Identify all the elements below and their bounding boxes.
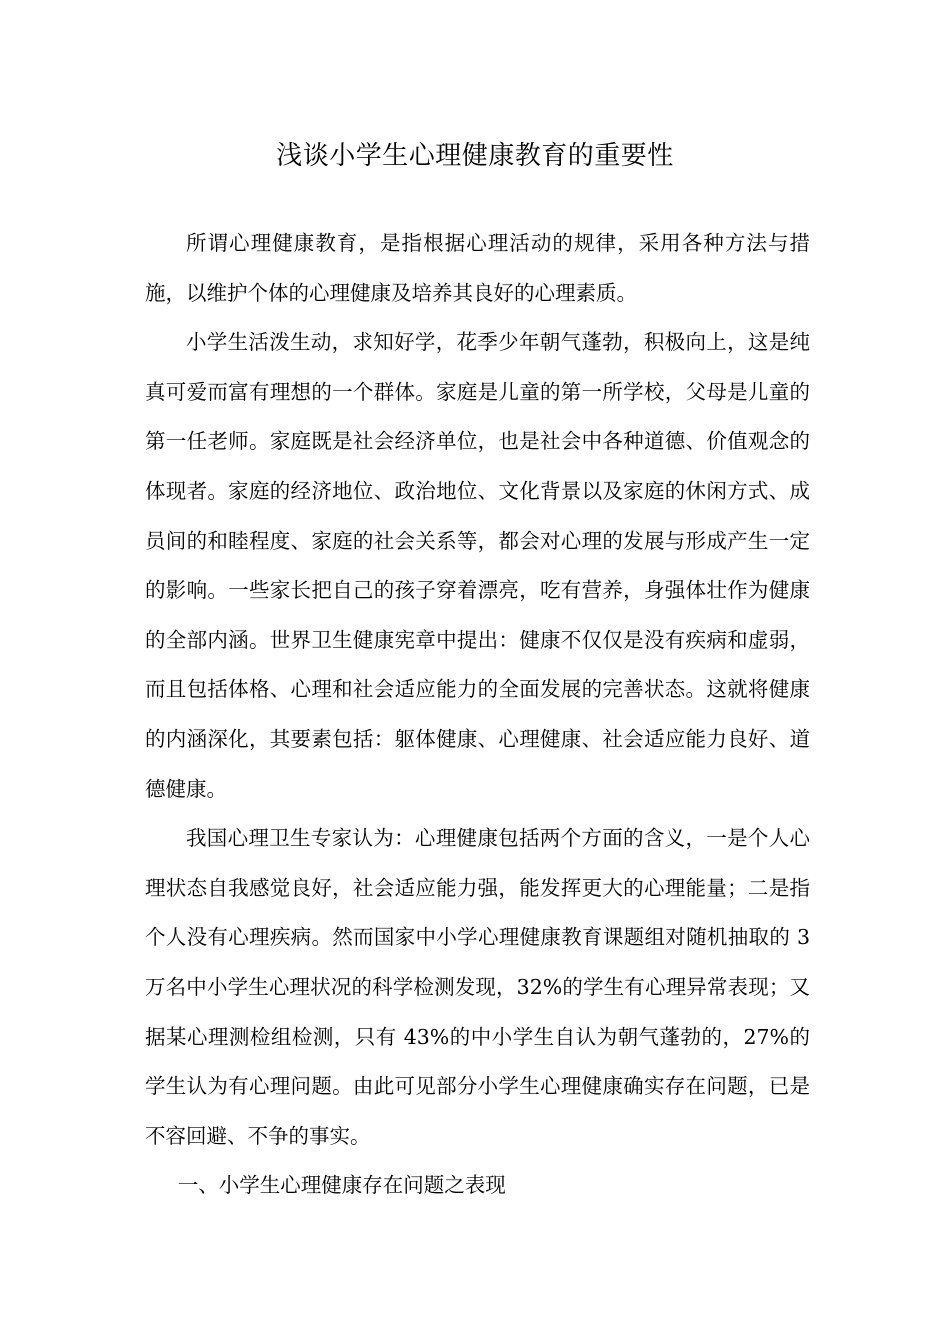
paragraph-definition: 所谓心理健康教育，是指根据心理活动的规律，采用各种方法与措施，以维护个体的心理健康及培养其良好的心理素质。 xyxy=(145,231,810,305)
document-body xyxy=(145,219,810,1211)
document-title: 浅谈小学生心理健康教育的重要性 xyxy=(276,141,674,171)
paragraph-family-influence: 小学生活泼生动，求知好学，花季少年朝气蓬勃，积极向上，这是纯真可爱而富有理想的一个群体。家庭是儿童的第一所学校，父母是儿童的第一任老师。家庭既是社会经济单位，也是社会中各种道德、价值观念的体现者。家庭的经济地位、政治地位、文化背景以及家庭的休闲方式、成员间的和睦程度、家庭的社会关系等，都会对心理的发展与形成产生一定的影响。一些家长把自己的孩子穿着漂亮，吃有营养，身强体壮作为健康的全部内涵。世界卫生健康宪章中提出：健康不仅仅是没有疾病和虚弱，而且包括体格、心理和社会适应能力的全面发展的完善状态。这就将健康的内涵深化，其要素包括：躯体健康、心理健康、社会适应能力良好、道德健康。 xyxy=(145,330,810,801)
section-heading: 一、小学生心理健康存在问题之表现 xyxy=(177,1173,506,1198)
paragraph-expert-view: 我国心理卫生专家认为：心理健康包括两个方面的含义，一是个人心理状态自我感觉良好，社会适应能力强，能发挥更大的心理能量；二是指个人没有心理疾病。然而国家中小学心理健康教育课题组对随机抽取的 3 万名中小学生心理状况的科学检测发现，32%的学生有心理异常表现；又据某心理测检组检测，只有 43%的中小学生自认为朝气蓬勃的，27%的学生认为有心理问题。由此可见部分小学生心理健康确实存在问题，已是不容回避、不争的事实。 xyxy=(145,826,810,1148)
